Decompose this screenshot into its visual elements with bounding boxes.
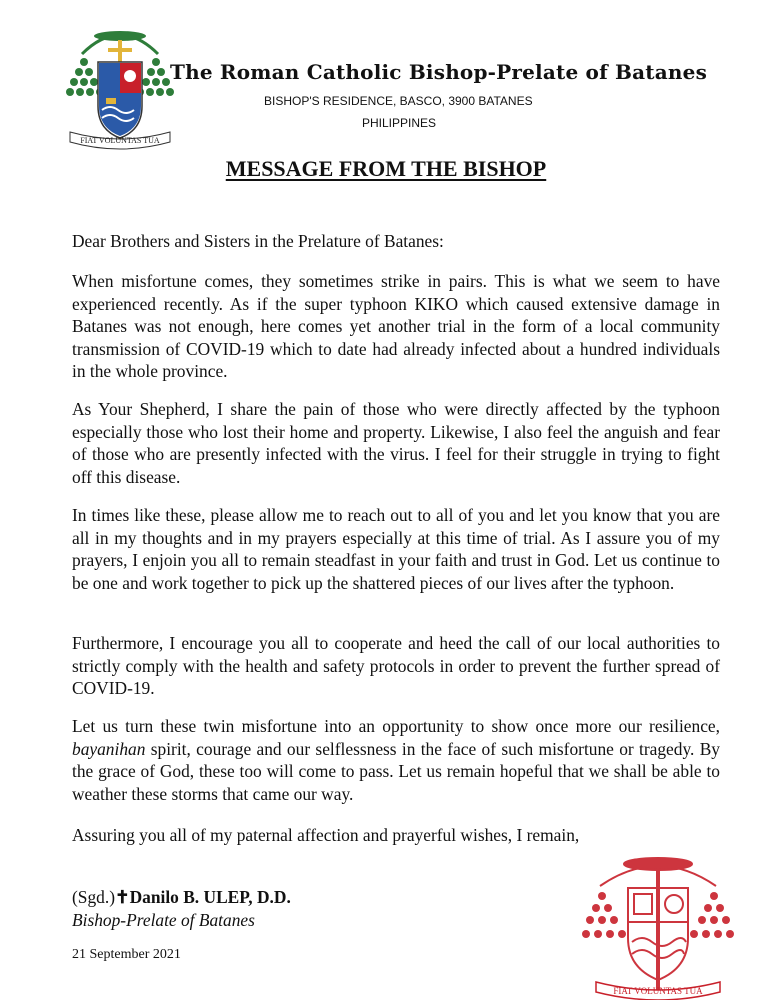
paragraph-5-part-1: Let us turn these twin misfortune into an opportunity to show once more our resilience, [72, 716, 720, 736]
page-title: MESSAGE FROM THE BISHOP [225, 156, 547, 181]
paragraph-1: When misfortune comes, they sometimes strike in pairs. This is what we seem to have experienced recently. As if the super typhoon KIKO which caused extensive damage in Batanes was not enough, here comes yet another trial in the form of a local community transmission of COVID-19 which to date had already infected about a hundred individuals in the whole province. [72, 271, 720, 382]
date: 21 September 2021 [72, 947, 181, 962]
paragraph-2: As Your Shepherd, I share the pain of those who were directly affected by the typhoon especially those who lost their home and property. Likewise, I also feel the anguish and fear of those who are presently infected with the virus. I feel for their struggle in trying to fight off this disease. [72, 399, 720, 487]
signatory-name: Danilo B. ULEP, D.D. [129, 887, 291, 907]
closing-line: Assuring you all of my paternal affection and prayerful wishes, I remain, [72, 825, 580, 845]
salutation: Dear Brothers and Sisters in the Prelature of Batanes: [72, 231, 444, 251]
paragraph-5-part-2: spirit, courage and our selflessness in the face of such misfortune or tragedy. By the grace of God, these too will come to pass. Let us remain hopeful that we shall be able to weather these storms that came our way. [72, 738, 720, 804]
letterhead-title: The Roman Catholic Bishop-Prelate of Batanes [170, 60, 708, 84]
shield [98, 62, 142, 138]
seal-stamp [578, 842, 738, 1000]
motto-text: FIAT VOLUNTAS TUA [80, 136, 160, 145]
paragraph-5-italic: bayanihan [72, 738, 146, 759]
signature-block [72, 886, 291, 931]
signature-prefix: (Sgd.) [72, 887, 115, 907]
paragraph-4: Furthermore, I encourage you all to cooperate and heed the call of our local authorities to strictly comply with the health and safety protocols in order to prevent the further spread of COVID-19. [72, 633, 720, 699]
signatory-title: Bishop-Prelate of Batanes [72, 909, 255, 930]
paragraph-3: In times like these, please allow me to reach out to all of you and let you know that you are all in my thoughts and in my prayers especially at this time of trial. As I assure you of my prayers, I enjoin you all to remain steadfast in your faith and trust in God. Let us continue to be one and work together to pick up the shattered pieces of our lives after the typhoon. [72, 505, 720, 593]
paragraph-5 [72, 715, 720, 805]
country-line: PHILIPPINES [362, 116, 437, 130]
coat-of-arms-logo [62, 14, 178, 154]
cross-icon: ✝ [115, 887, 130, 907]
stamp-motto-text: FIAT VOLUNTAS TUA [613, 986, 703, 996]
address-line: BISHOP'S RESIDENCE, BASCO, 3900 BATANES [264, 94, 533, 108]
